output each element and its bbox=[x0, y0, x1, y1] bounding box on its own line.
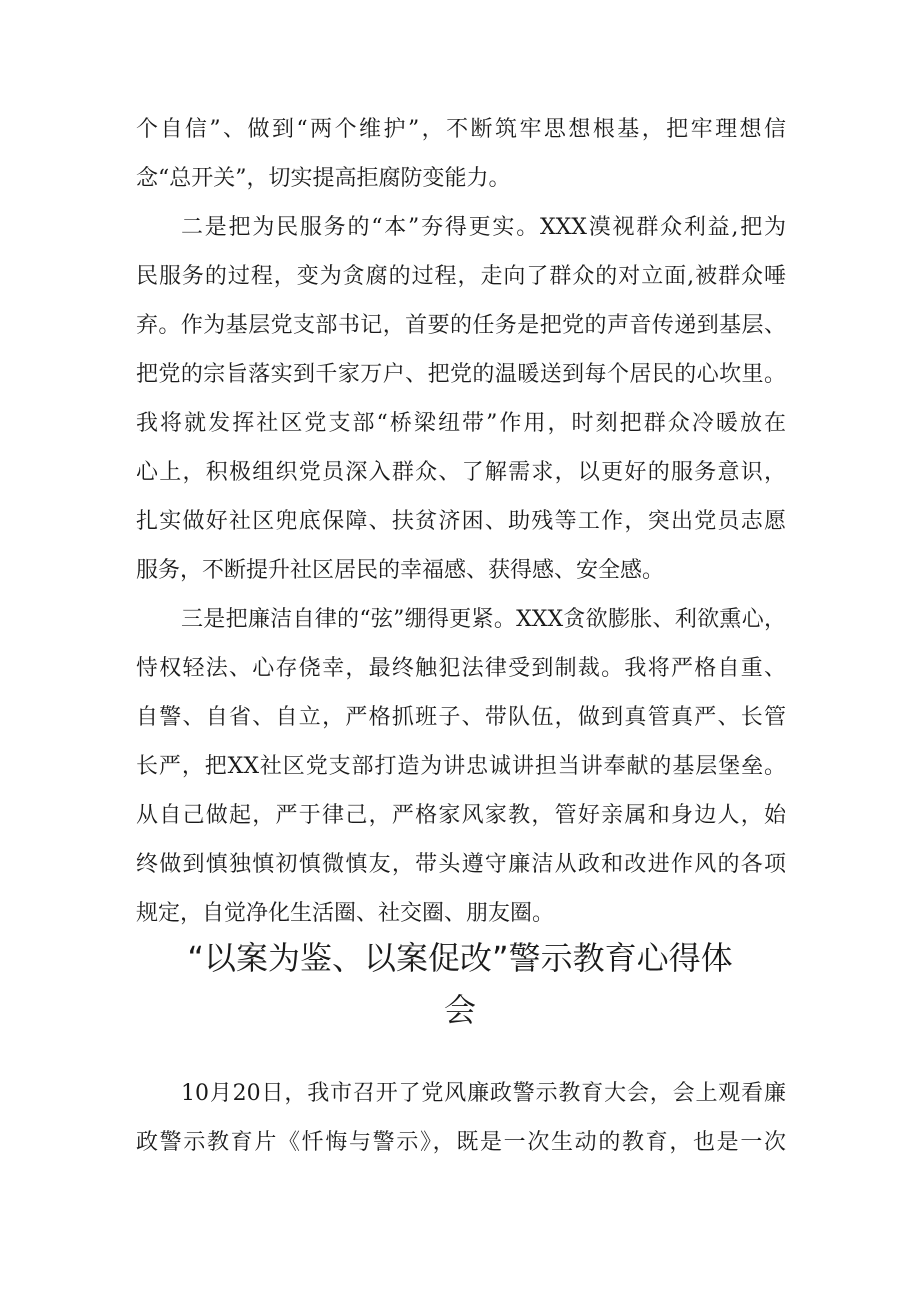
paragraph-line: 长严，把XX社区党支部打造为讲忠诚讲担当讲奉献的基层堡垒。 bbox=[136, 754, 786, 779]
paragraph-line: 服务，不断提升社区居民的幸福感、获得感、安全感。 bbox=[136, 558, 665, 583]
paragraph-line: 心上，积极组织党员深入群众、了解需求，以更好的服务意识， bbox=[136, 460, 786, 485]
paragraph-line: 扎实做好社区兜底保障、扶贫济困、助残等工作，突出党员志愿 bbox=[136, 509, 786, 534]
paragraph-line: 规定，自觉净化生活圈、社交圈、朋友圈。 bbox=[136, 901, 555, 926]
document-title-line2: 会 bbox=[443, 991, 476, 1029]
paragraph-line: 念“总开关”，切实提高拒腐防变能力。 bbox=[136, 166, 511, 191]
paragraph-line: 10月20日，我市召开了党风廉政警示教育大会，会上观看廉 bbox=[181, 1081, 786, 1106]
paragraph-line: 从自己做起，严于律己，严格家风家教，管好亲属和身边人，始 bbox=[136, 803, 786, 828]
paragraph-line: 三是把廉洁自律的“弦”绷得更紧。XXX贪欲膨胀、利欲熏心， bbox=[181, 607, 786, 632]
paragraph-line: 政警示教育片《忏悔与警示》，既是一次生动的教育，也是一次 bbox=[136, 1130, 786, 1155]
paragraph-line: 个自信”、做到“两个维护”，不断筑牢思想根基，把牢理想信 bbox=[136, 117, 786, 142]
paragraph-line: 弃。作为基层党支部书记，首要的任务是把党的声音传递到基层、 bbox=[136, 313, 786, 338]
paragraph-line: 把党的宗旨落实到千家万户、把党的温暖送到每个居民的心坎里。 bbox=[136, 362, 786, 387]
paragraph-line: 我将就发挥社区党支部“桥梁纽带”作用，时刻把群众冷暖放在 bbox=[136, 411, 786, 436]
paragraph-line: 自警、自省、自立，严格抓班子、带队伍，做到真管真严、长管 bbox=[136, 705, 786, 730]
document-title-line1: “以案为鉴、以案促改”警示教育心得体 bbox=[187, 939, 733, 977]
paragraph-line: 终做到慎独慎初慎微慎友，带头遵守廉洁从政和改进作风的各项 bbox=[136, 852, 786, 877]
paragraph-line: 恃权轻法、心存侥幸，最终触犯法律受到制裁。我将严格自重、 bbox=[136, 656, 786, 681]
paragraph-line: 二是把为民服务的“本”夯得更实。XXX漠视群众利益,把为 bbox=[181, 215, 786, 240]
paragraph-line: 民服务的过程，变为贪腐的过程，走向了群众的对立面,被群众唾 bbox=[136, 264, 786, 289]
